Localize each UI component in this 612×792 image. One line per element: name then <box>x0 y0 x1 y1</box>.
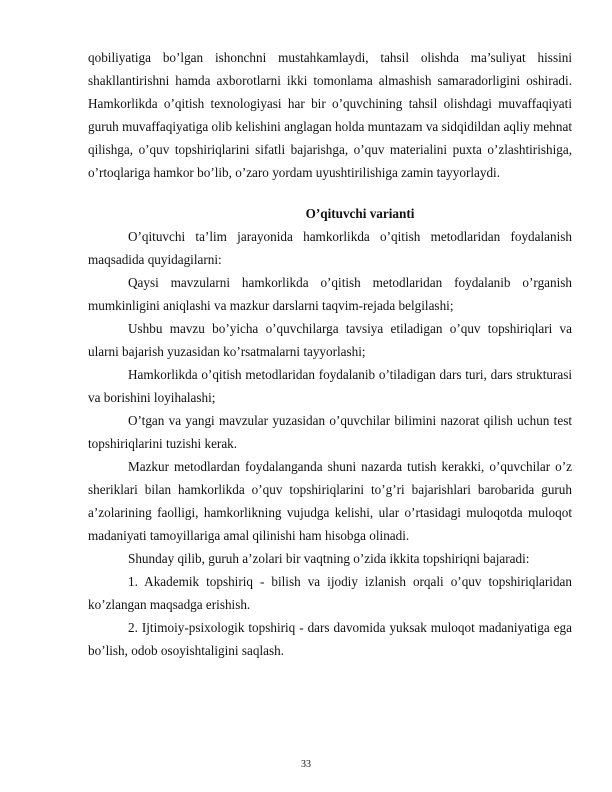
document-page <box>88 46 572 662</box>
paragraph: Ushbu mavzu bo’yicha o’quvchilarga tavsiya etiladigan o’quv topshiriqlari va ularni bajarish yuzasidan ko’rsatmalarni tayyorlashi; <box>88 321 572 359</box>
paragraph: Hamkorlikda o’qitish metodlaridan foydalanib o’tiladigan dars turi, dars strukturasi va borishini loyihalashi; <box>88 367 572 405</box>
list-item: 1. Akademik topshiriq - bilish va ijodiy izlanish orqali o’quv topshiriqlaridan ko’zlangan maqsadga erishish. <box>88 574 572 612</box>
paragraph: Qaysi mavzularni hamkorlikda o’qitish metodlaridan foydalanib o’rganish mumkinligini aniqlashi va mazkur darslarni taqvim-rejada belgilashi; <box>88 275 572 313</box>
paragraph: Shunday qilib, guruh a’zolari bir vaqtning o’zida ikkita topshiriqni bajaradi: <box>128 551 530 566</box>
page-number: 33 <box>301 759 311 770</box>
intro-paragraph: qobiliyatiga bo’lgan ishonchni mustahkamlaydi, tahsil olishda ma’suliyat hissini shakllantirishni hamda axborotlarni ikki tomonlama almashish samaradorligini oshiradi. Hamkorlikda o’qitish texnologiyasi har bir o’quvchining tahsil olishdagi muvaffaqiyati guruh muvaffaqiyatiga olib kelishini anglagan holda muntazam va sidqidildan aqliy mehnat qilishga, o’quv topshiriqlarini sifatli bajarishga, o’quv materialini puxta o’zlashtirishiga, o’rtoqlariga hamkor bo’lib, o’zaro yordam uyushtirilishiga zamin tayyorlaydi. <box>88 50 572 180</box>
paragraph: O’qituvchi ta’lim jarayonida hamkorlikda o’qitish metodlaridan foydalanish maqsadida quyidagilarni: <box>88 229 572 267</box>
section-heading: O’qituvchi varianti <box>305 206 415 221</box>
list-item: 2. Ijtimoiy-psixologik topshiriq - dars davomida yuksak muloqot madaniyatiga ega bo’lish, odob osoyishtaligini saqlash. <box>88 620 572 658</box>
paragraph: O’tgan va yangi mavzular yuzasidan o’quvchilar bilimini nazorat qilish uchun test topshiriqlarini tuzishi kerak. <box>88 413 572 451</box>
paragraph: Mazkur metodlardan foydalanganda shuni nazarda tutish kerakki, o’quvchilar o’z sheriklari bilan hamkorlikda o’quv topshiriqlarini to’g’ri bajarishlari barobarida guruh a’zolarining faolligi, hamkorlikning vujudga kelishi, ular o’rtasidagi muloqotda muloqot madaniyati tamoyillariga amal qilinishi ham hisobga olinadi. <box>88 459 572 543</box>
